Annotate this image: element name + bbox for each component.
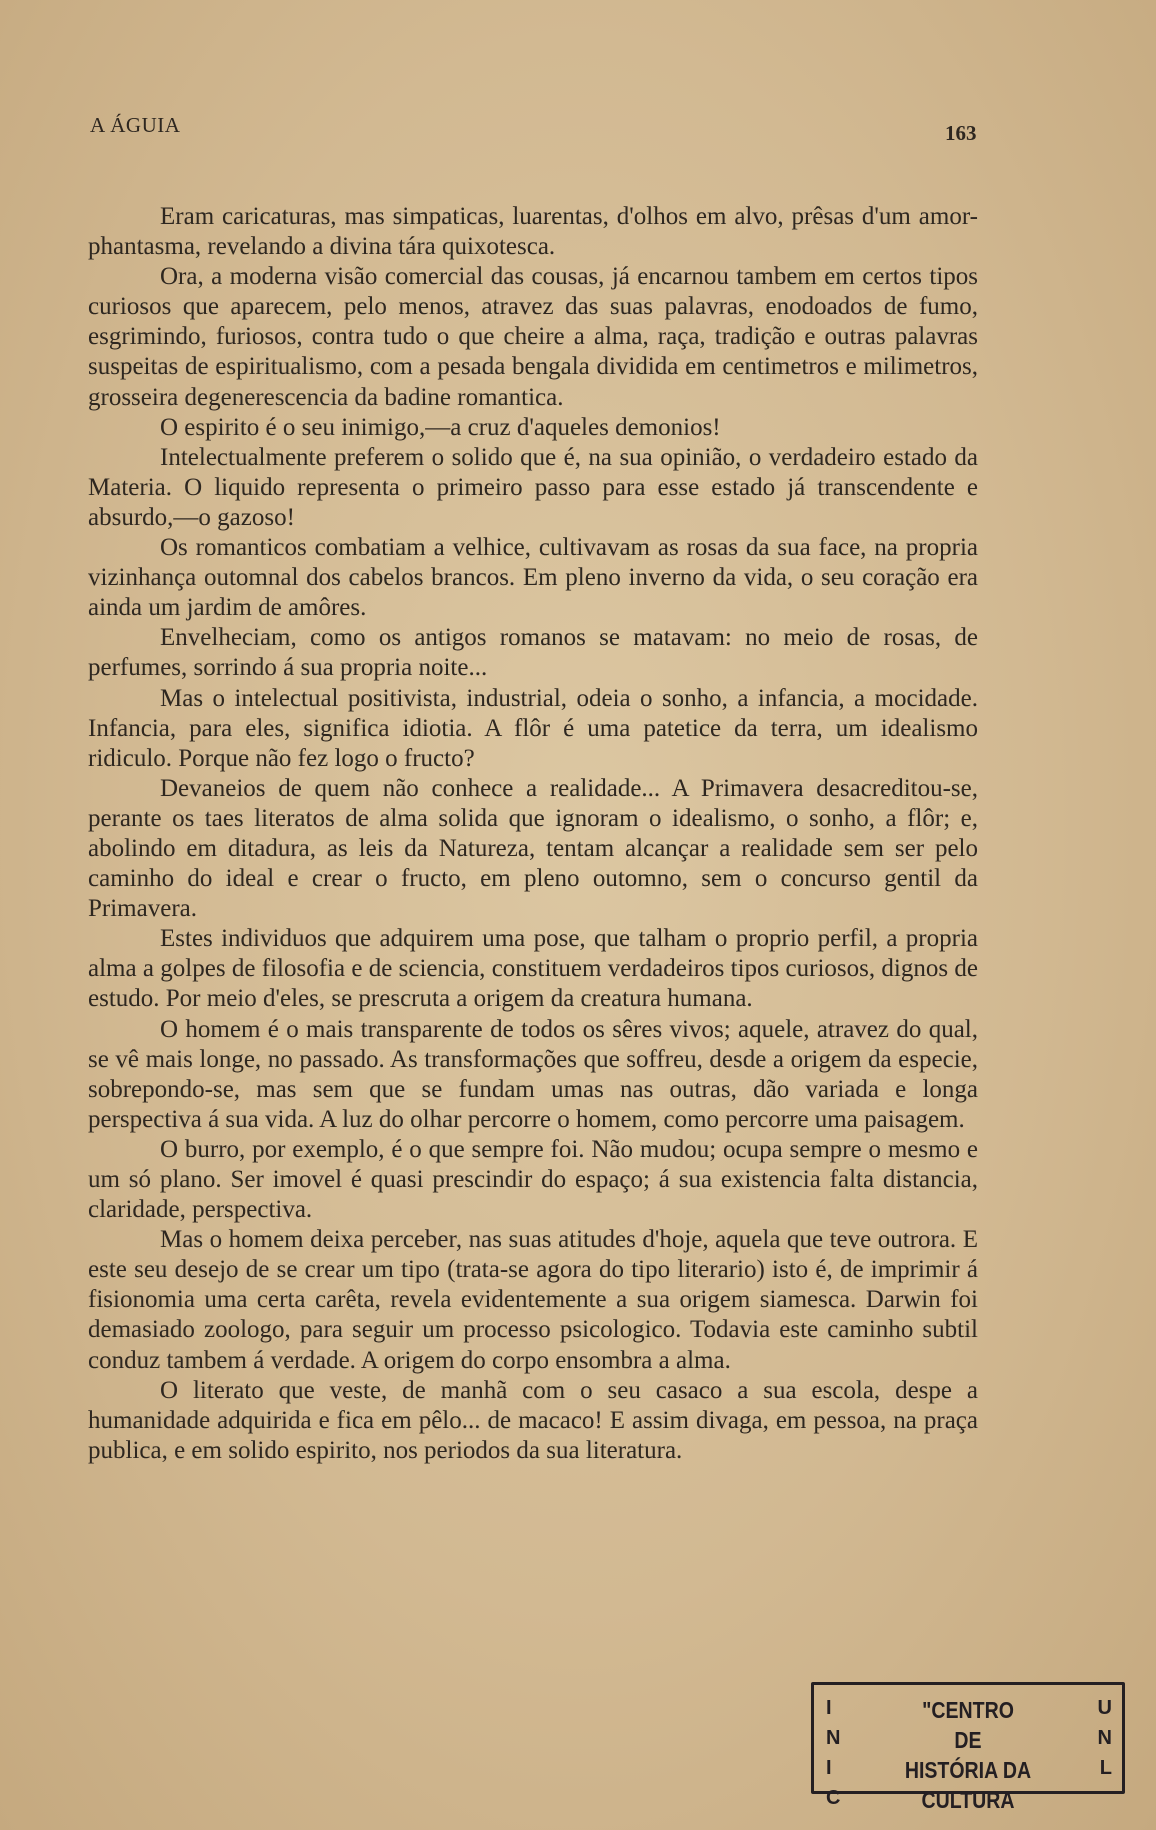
paragraph: Eram caricaturas, mas simpaticas, luarentas, d'olhos em alvo, prêsas d'um amor-phantasma, revelando a divina tára quixotesca.	[88, 203, 978, 261]
stamp-letter: U	[1097, 1697, 1112, 1719]
stamp-letter: I	[826, 1757, 832, 1779]
stamp-letter: L	[1099, 1757, 1112, 1779]
paragraph: Mas o intelectual positivista, industrial, odeia o sonho, a infancia, a mocidade. Infancia, para eles, significa idiotia. A flôr é uma patetice da terra, um idealismo ridiculo. Porque não fez logo o fructo?	[88, 684, 978, 772]
paragraph: Estes individuos que adquirem uma pose, que talham o proprio perfil, a propria alma a golpes de filosofia e de sciencia, constituem verdadeiros tipos curiosos, dignos de estudo. Por meio d'eles, se prescruta a origem da creatura humana.	[88, 925, 978, 1013]
stamp-letter: N	[826, 1727, 841, 1749]
library-stamp	[811, 1682, 1125, 1813]
paragraph: Os romanticos combatiam a velhice, cultivavam as rosas da sua face, na propria vizinhança outomnal dos cabelos brancos. Em pleno inverno da vida, o seu coração era ainda um jardim de amôres.	[88, 534, 978, 622]
paragraph: Devaneios de quem não conhece a realidade... A Primavera desacreditou-se, perante os taes literatos de alma solida que ignoram o idealismo, o sonho, a flôr; e, abolindo em ditadura, as leis da Natureza, tentam alcançar a realidade sem ser pelo caminho do ideal e crear o fructo, em pleno outomno, sem o concurso gentil da Primavera.	[88, 774, 978, 923]
paragraph: Envelheciam, como os antigos romanos se matavam: no meio de rosas, de perfumes, sorrindo á sua propria noite...	[88, 624, 978, 682]
stamp-line: DE	[954, 1727, 982, 1753]
stamp-line: "CENTRO	[922, 1697, 1014, 1723]
stamp-line: HISTÓRIA DA CULTURA	[904, 1757, 1032, 1813]
stamp-letter: C	[826, 1787, 841, 1809]
paragraph: O espirito é o seu inimigo,—a cruz d'aqueles demonios!	[160, 413, 721, 441]
paragraph: O burro, por exemplo, é o que sempre foi. Não mudou; ocupa sempre o mesmo e um só plano. Ser imovel é quasi prescindir do espaço; á sua existencia falta distancia, claridade, perspectiva.	[88, 1135, 978, 1224]
page-number: 163	[945, 121, 977, 145]
stamp-center-text	[871, 1695, 1065, 1815]
stamp-letter: N	[1097, 1727, 1112, 1749]
paragraph: O homem é o mais transparente de todos os sêres vivos; aquele, atravez do qual, se vê mais longe, no passado. As transformações que soffreu, desde a origem da especie, sobrepondo-se, mas sem que se fundam umas nas outras, dão variada e longa perspectiva á sua vida. A luz do olhar percorre o homem, como percorre uma paisagem.	[88, 1015, 978, 1133]
paragraph: Intelectualmente preferem o solido que é, na sua opinião, o verdadeiro estado da Materia. O liquido representa o primeiro passo para esse estado já transcendente e absurdo,—o gazoso!	[88, 443, 978, 531]
paragraph: O literato que veste, de manhã com o seu casaco a sua escola, despe a humanidade adquirida e fica em pêlo... de macaco! E assim divaga, em pessoa, na praça publica, e em solido espirito, nos periodos da sua literatura.	[88, 1376, 978, 1464]
stamp-letter: I	[826, 1697, 832, 1719]
stamp-left-letters	[826, 1693, 840, 1813]
stamp-right-letters	[1098, 1693, 1112, 1783]
paragraph: Mas o homem deixa perceber, nas suas atitudes d'hoje, aquela que teve outrora. E este seu desejo de se crear um tipo (trata-se agora do tipo literario) isto é, de imprimir á fisionomia uma certa carêta, revela evidentemente a sua origem siamesca. Darwin foi demasiado zoologo, para seguir um processo psicologico. Todavia este caminho subtil conduz tambem á verdade. A origem do corpo ensombra a alma.	[88, 1226, 978, 1374]
running-title: A ÁGUIA	[90, 113, 181, 137]
paragraph: Ora, a moderna visão comercial das cousas, já encarnou tambem em certos tipos curiosos que aparecem, pelo menos, atravez das suas palavras, enodoados de fumo, esgrimindo, furiosos, contra tudo o que cheire a alma, raça, tradição e outras palavras suspeitas de espiritualismo, com a pesada bengala dividida em centimetros e milimetros, grosseira degenerescencia da badine romantica.	[88, 263, 978, 411]
body-text	[88, 202, 978, 1466]
